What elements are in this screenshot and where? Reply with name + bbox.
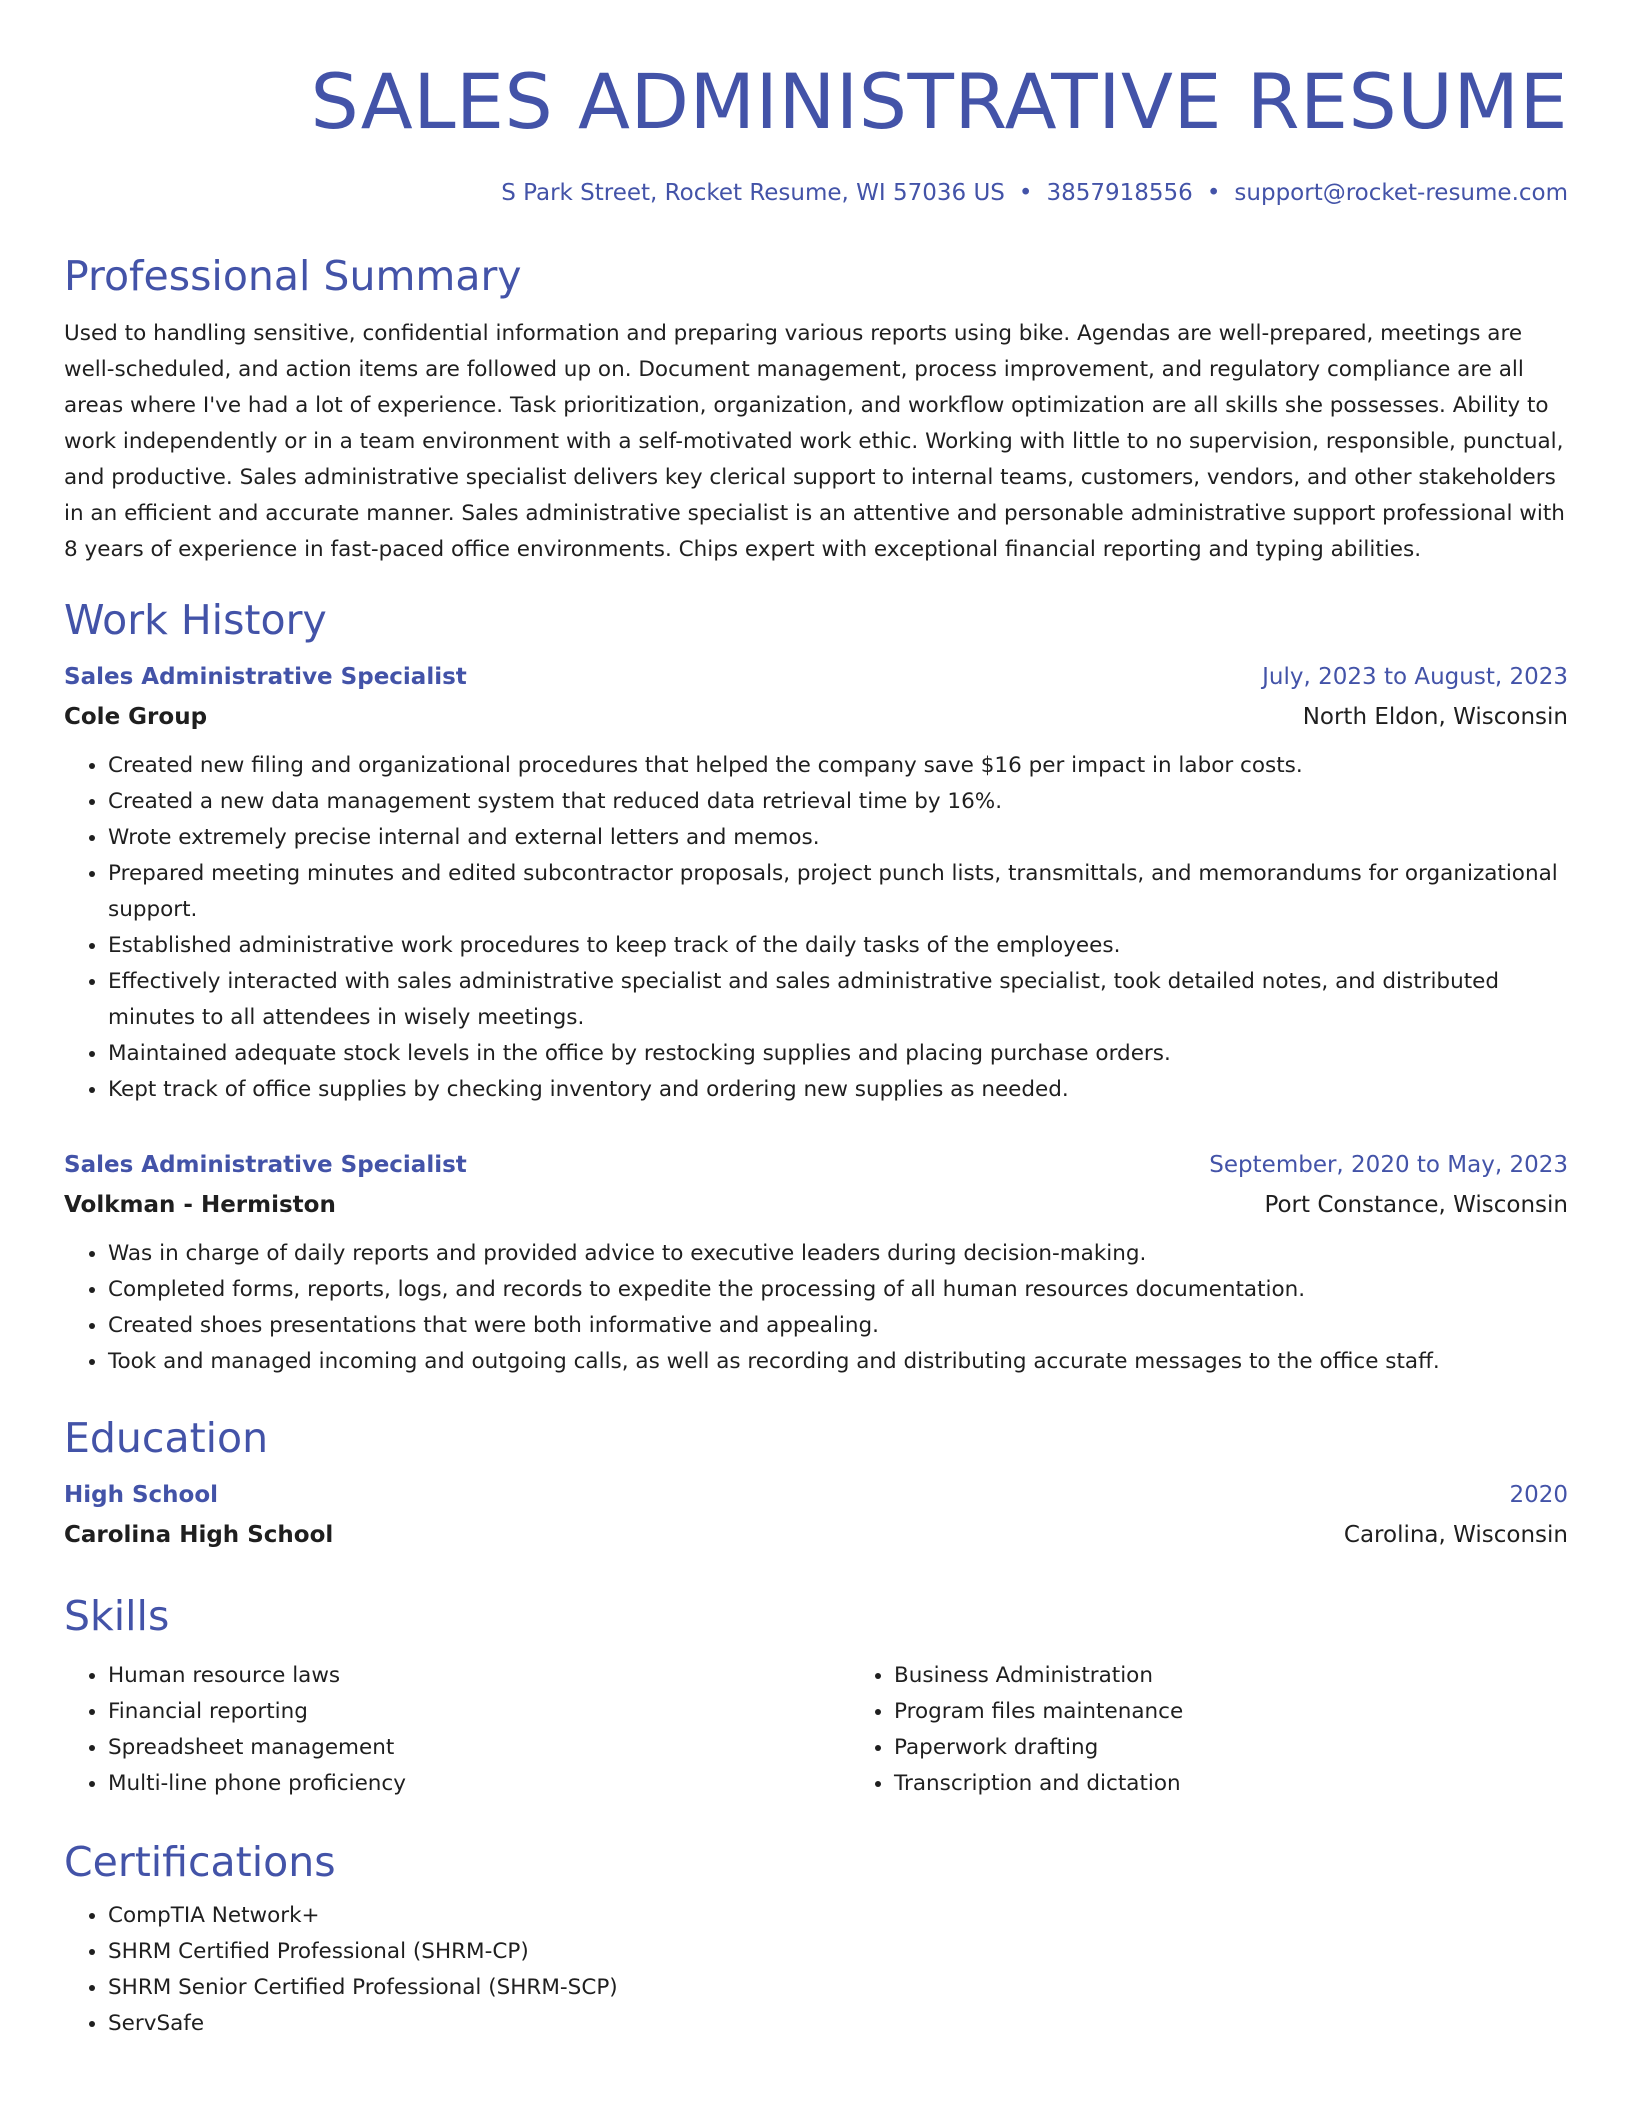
list-item: • Human resource laws [108,1658,850,1694]
list-item: • SHRM Certified Professional (SHRM-CP) [108,1934,1568,1970]
list-item: • Prepared meeting minutes and edited subcontractor proposals, project punch lists, transmittals, and memorandums for organizational support. [108,856,1568,928]
job-title: Sales Administrative Specialist [64,1152,467,1178]
education-school-row [64,1518,1568,1552]
section-title: Education [64,1414,269,1462]
skills-section [64,1590,1568,1802]
list-item: • Kept track of office supplies by checking inventory and ordering new supplies as needed. [108,1072,1568,1108]
job-company-row [64,700,1568,734]
list-item: • Completed forms, reports, logs, and records to expedite the processing of all human resources documentation. [108,1272,1568,1308]
list-item: • Effectively interacted with sales administrative specialist and sales administrative specialist, took detailed notes, and distributed minutes to all attendees in wisely meetings. [108,964,1568,1036]
section-title: Certifications [64,1838,336,1886]
education-section [64,1412,1568,1552]
education-degree: High School [64,1482,219,1508]
resume-header [64,52,1568,208]
job-header-row [64,1148,1568,1182]
job-entry [64,660,1568,1108]
list-item: • Created new filing and organizational procedures that helped the company save $16 per impact in labor costs. [108,748,1568,784]
skills-grid [64,1650,1568,1802]
list-item: • Wrote extremely precise internal and external letters and memos. [108,820,1568,856]
education-header-row [64,1478,1568,1512]
list-item: • Created shoes presentations that were both informative and appealing. [108,1308,1568,1344]
list-item: • Took and managed incoming and outgoing calls, as well as recording and distributing accurate messages to the office staff. [108,1344,1568,1380]
summary-text: Used to handling sensitive, confidential information and preparing various reports using bike. Agendas are well-prepared, meetings are well-scheduled, and action items are followed up on. Document management, process improvement, and regulatory compliance are all areas where I've had a lot of experience. Task prioritization, organization, and workflow optimization are all skills she possesses. Ability to work independently or in a team environment with a self-motivated work ethic. Working with little to no supervision, responsible, punctual, and productive. Sales administrative specialist delivers key clerical support to internal teams, customers, vendors, and other stakeholders in an efficient and accurate manner. Sales administrative specialist is an attentive and personable administrative support professional with 8 years of experience in fast-paced office environments. Chips expert with exceptional financial reporting and typing abilities. [64,321,1565,562]
section-title: Skills [64,1592,170,1640]
job-title: Sales Administrative Specialist [64,664,467,690]
section-title: Professional Summary [64,252,522,300]
professional-summary-section [64,250,1568,568]
list-item: • Business Administration [894,1658,1183,1694]
contact-address: S Park Street, Rocket Resume, WI 57036 US [501,180,1005,206]
job-dates: September, 2020 to May, 2023 [1209,1152,1568,1178]
certifications-section [64,1836,1568,2042]
job-header-row [64,660,1568,694]
job-location: Port Constance, Wisconsin [1264,1192,1568,1218]
contact-separator: • [1206,180,1221,206]
job-bullets [64,748,1568,1108]
list-item: • Paperwork drafting [894,1730,1183,1766]
education-location: Carolina, Wisconsin [1343,1522,1568,1548]
job-location: North Eldon, Wisconsin [1302,704,1568,730]
list-item: • Program files maintenance [894,1694,1183,1730]
list-item: • Created a new data management system that reduced data retrieval time by 16%. [108,784,1568,820]
education-school: Carolina High School [64,1522,334,1548]
list-item: • Maintained adequate stock levels in the office by restocking supplies and placing purchase orders. [108,1036,1568,1072]
list-item: • ServSafe [108,2006,1568,2042]
list-item: • CompTIA Network+ [108,1898,1568,1934]
job-dates: July, 2023 to August, 2023 [1262,664,1568,690]
job-company: Cole Group [64,704,208,730]
contact-email: support@rocket-resume.com [1234,180,1568,206]
list-item: • Established administrative work procedures to keep track of the daily tasks of the employees. [108,928,1568,964]
education-entry [64,1478,1568,1552]
skills-list-right [850,1658,1183,1802]
job-company: Volkman - Hermiston [64,1192,336,1218]
contact-line [64,178,1568,208]
list-item: • Spreadsheet management [108,1730,850,1766]
job-entry [64,1148,1568,1380]
list-item: • Multi-line phone proficiency [108,1766,850,1802]
list-item: • Transcription and dictation [894,1766,1183,1802]
list-item: • SHRM Senior Certified Professional (SHRM-SCP) [108,1970,1568,2006]
section-title: Work History [64,596,327,644]
contact-separator: • [1018,180,1033,206]
job-bullets [64,1236,1568,1380]
education-year: 2020 [1509,1482,1568,1508]
contact-phone: 3857918556 [1046,180,1193,206]
skills-list-left [64,1658,850,1802]
list-item: • Financial reporting [108,1694,850,1730]
work-history-section [64,594,1568,1380]
job-company-row [64,1188,1568,1222]
certifications-list [64,1898,1568,2042]
list-item: • Was in charge of daily reports and provided advice to executive leaders during decision-making. [108,1236,1568,1272]
resume-name: SALES ADMINISTRATIVE RESUME [310,57,1568,146]
